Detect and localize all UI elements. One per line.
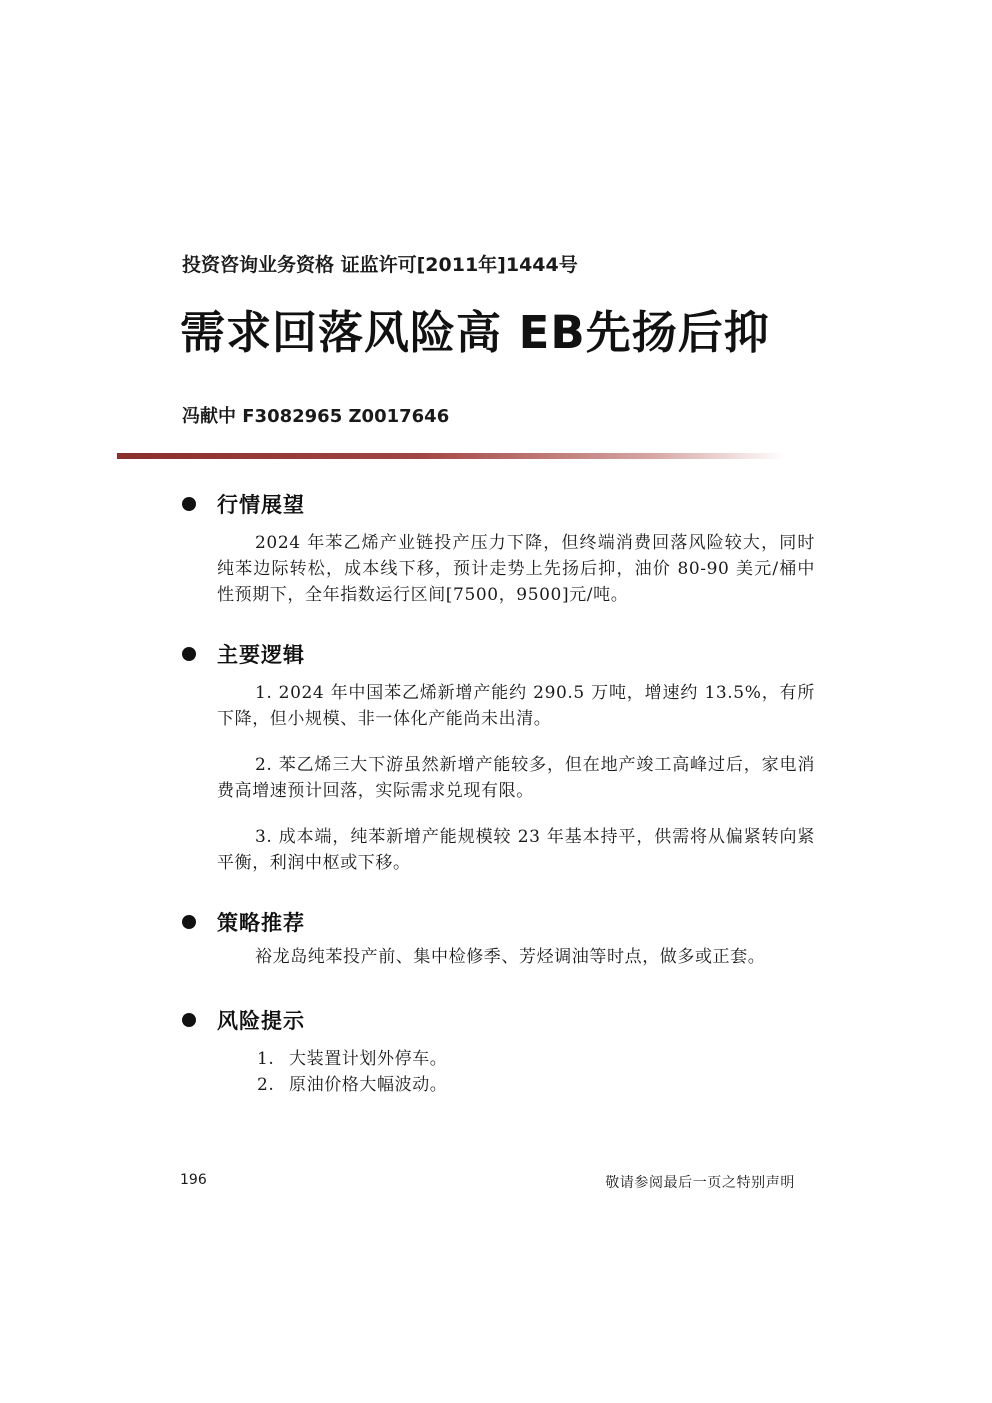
- report-title: 需求回落风险高 EB先扬后抑: [180, 306, 770, 359]
- logic-point-2: 2. 苯乙烯三大下游虽然新增产能较多，但在地产竣工高峰过后，家电消费高增速预计回落，实际需求兑现有限。: [217, 755, 815, 801]
- logic-point-1: 1. 2024 年中国苯乙烯新增产能约 290.5 万吨，增速约 13.5%，有所下降，但小规模、非一体化产能尚未出清。: [217, 683, 815, 729]
- list-item-text: 原油价格大幅波动。: [289, 1075, 448, 1095]
- section-risk: [182, 1006, 822, 1098]
- bullet-icon: [182, 497, 196, 511]
- bullet-icon: [182, 1013, 196, 1027]
- list-item: [257, 1072, 822, 1098]
- section-paragraph: 裕龙岛纯苯投产前、集中检修季、芳烃调油等时点，做多或正套。: [255, 947, 766, 967]
- author-line: 冯献中 F3082965 Z0017646: [182, 406, 450, 427]
- section-logic: [182, 640, 822, 876]
- section-title: 行情展望: [217, 493, 305, 517]
- license-line: 投资咨询业务资格 证监许可[2011年]1444号: [182, 254, 578, 276]
- section-title: 主要逻辑: [217, 643, 305, 667]
- section-title: 策略推荐: [217, 911, 305, 935]
- risk-list: [257, 1046, 822, 1098]
- list-item: [257, 1046, 822, 1072]
- section-strategy: [182, 908, 822, 970]
- bullet-icon: [182, 647, 196, 661]
- list-item-text: 大装置计划外停车。: [289, 1049, 448, 1069]
- list-item-number: 1.: [257, 1049, 275, 1069]
- header-divider: [117, 453, 785, 459]
- section-outlook: [182, 490, 822, 608]
- logic-point-3: 3. 成本端，纯苯新增产能规模较 23 年基本持平，供需将从偏紧转向紧平衡，利润中枢或下移。: [217, 827, 815, 873]
- section-paragraph: 2024 年苯乙烯产业链投产压力下降，但终端消费回落风险较大，同时纯苯边际转松，成本线下移，预计走势上先扬后抑，油价 80-90 美元/桶中性预期下，全年指数运行区间[7500，9500]元/吨。: [217, 533, 815, 605]
- bullet-icon: [182, 915, 196, 929]
- page-number: 196: [180, 1172, 207, 1188]
- list-item-number: 2.: [257, 1075, 275, 1095]
- disclaimer-note: 敬请参阅最后一页之特别声明: [605, 1175, 795, 1191]
- section-title: 风险提示: [217, 1009, 305, 1033]
